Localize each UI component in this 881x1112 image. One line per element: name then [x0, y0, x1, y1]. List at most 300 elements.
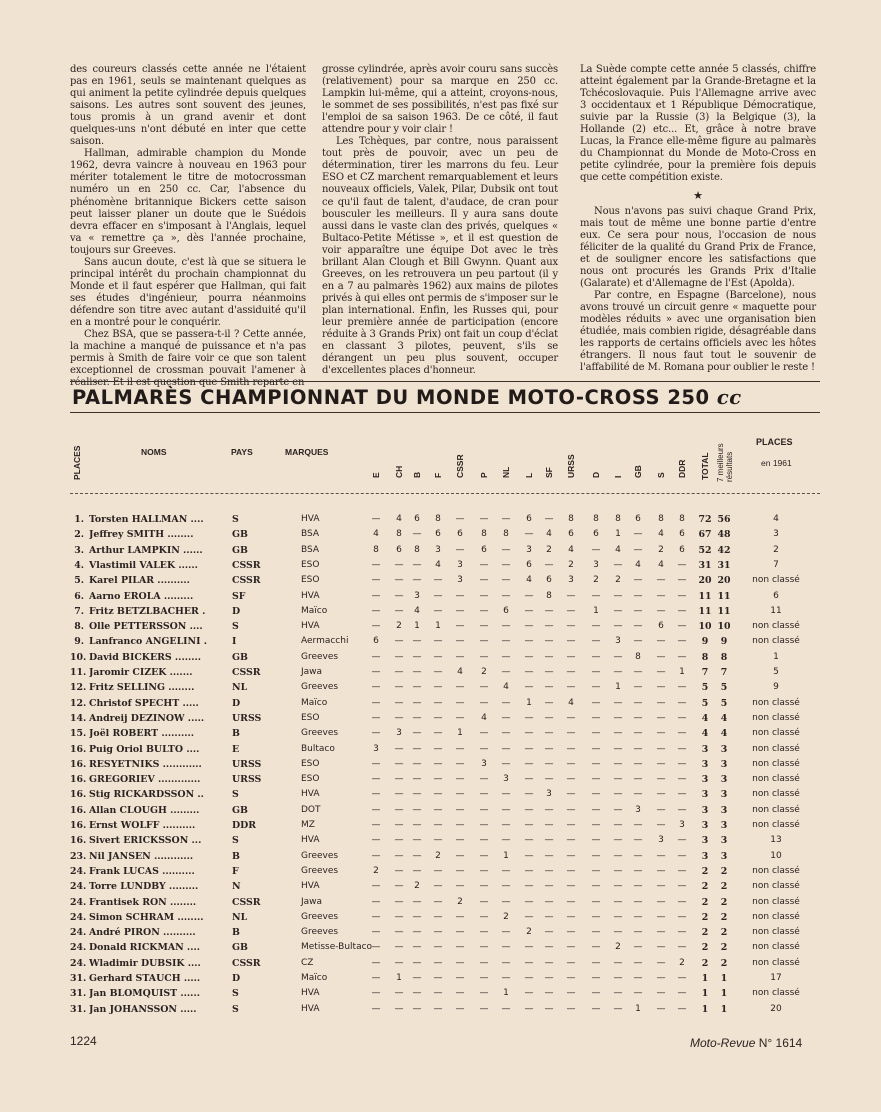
- gp-header: CSSR: [455, 454, 465, 478]
- gp-result-cell: —: [501, 942, 511, 953]
- gp-result-cell: —: [455, 774, 465, 785]
- gp-result-cell: —: [501, 636, 511, 647]
- gp-result-cell: —: [394, 789, 404, 800]
- gp-result-cell: —: [501, 514, 511, 524]
- gp-result-cell: —: [677, 712, 687, 723]
- article-paragraph: Sans aucun doute, c'est là que se situera le principal intérêt du prochain championnat du Monde et il faut espérer que Hallman, qui fait ses études d'ingénieur, pourra néanmoins défendre son titre avec autant d'assiduité qu'il en a montré pour le conquérir.: [70, 256, 306, 328]
- gp-result-cell: —: [677, 774, 687, 785]
- make-cell: HVA: [301, 988, 320, 999]
- gp-result-cell: —: [412, 712, 422, 723]
- rider-name-cell: David BICKERS ........: [89, 651, 202, 663]
- country-cell: D: [232, 697, 241, 709]
- gp-result-cell: —: [455, 682, 465, 693]
- gp-result-cell: —: [524, 636, 534, 647]
- rider-name-cell: Karel PILAR ..........: [89, 575, 190, 587]
- country-cell: B: [232, 728, 240, 740]
- gp-result-cell: —: [501, 927, 511, 938]
- gp-result-cell: 2: [396, 621, 402, 632]
- gp-result-cell: —: [544, 758, 554, 769]
- gp-result-cell: —: [656, 911, 666, 922]
- gp-result-cell: 4: [546, 529, 552, 540]
- gp-result-cell: 3: [679, 820, 685, 830]
- gp-result-cell: —: [656, 850, 666, 861]
- gp-result-cell: —: [394, 575, 404, 586]
- gp-result-cell: —: [633, 621, 643, 632]
- gp-result-cell: —: [633, 973, 643, 983]
- rider-name-cell: Puig Oriol BULTO ....: [89, 743, 200, 755]
- country-cell: CSSR: [232, 575, 261, 587]
- gp-result-cell: —: [544, 942, 554, 953]
- gp-result-cell: —: [677, 804, 687, 815]
- gp-header: I: [613, 475, 623, 478]
- best-results-cell: 48: [717, 529, 731, 541]
- gp-result-cell: —: [613, 820, 623, 830]
- gp-result-cell: —: [412, 942, 422, 953]
- table-row: [0, 866, 881, 881]
- gp-result-cell: —: [412, 667, 422, 677]
- gp-result-cell: —: [394, 942, 404, 953]
- gp-result-cell: —: [455, 758, 465, 769]
- rank-cell: 6.: [74, 590, 84, 602]
- rank-cell: 15.: [70, 728, 87, 740]
- table-row: [0, 713, 881, 728]
- gp-result-cell: —: [433, 667, 443, 677]
- total-cell: 5: [701, 682, 709, 694]
- best-results-cell: 4: [720, 728, 728, 740]
- gp-result-cell: —: [524, 896, 534, 907]
- place-1961-cell: 1: [773, 651, 779, 662]
- gp-result-cell: —: [412, 559, 422, 570]
- gp-result-cell: 1: [615, 529, 621, 540]
- gp-result-cell: —: [394, 1003, 404, 1014]
- gp-result-cell: 1: [503, 850, 509, 861]
- gp-result-cell: —: [433, 865, 443, 876]
- table-row: [0, 820, 881, 835]
- gp-result-cell: —: [371, 820, 381, 830]
- rank-cell: 1.: [74, 514, 84, 525]
- country-cell: B: [232, 927, 240, 939]
- gp-result-cell: —: [433, 590, 443, 601]
- gp-result-cell: 4: [373, 529, 379, 540]
- gp-result-cell: —: [479, 621, 489, 632]
- rank-cell: 16.: [70, 758, 87, 770]
- rank-cell: 24.: [70, 957, 87, 969]
- gp-result-cell: —: [544, 621, 554, 632]
- gp-result-cell: —: [371, 514, 381, 524]
- gp-result-cell: —: [394, 605, 404, 616]
- make-cell: Jawa: [301, 896, 323, 907]
- gp-result-cell: —: [677, 881, 687, 892]
- gp-result-cell: —: [371, 667, 381, 677]
- gp-result-cell: —: [371, 697, 381, 708]
- gp-result-cell: —: [433, 1003, 443, 1014]
- rank-cell: 14.: [70, 712, 87, 724]
- gp-result-cell: —: [613, 1003, 623, 1014]
- make-cell: HVA: [301, 881, 320, 892]
- country-cell: S: [232, 621, 239, 633]
- article-column-2: [322, 64, 558, 377]
- gp-result-cell: —: [412, 973, 422, 983]
- gp-result-cell: —: [412, 682, 422, 693]
- gp-result-cell: —: [455, 957, 465, 968]
- gp-result-cell: —: [677, 896, 687, 907]
- rank-cell: 24.: [70, 942, 87, 954]
- gp-result-cell: —: [455, 881, 465, 892]
- gp-result-cell: —: [656, 988, 666, 999]
- gp-result-cell: —: [455, 804, 465, 815]
- gp-result-cell: —: [433, 911, 443, 922]
- make-cell: ESO: [301, 758, 320, 769]
- gp-result-cell: 8: [481, 529, 487, 540]
- gp-result-cell: —: [544, 988, 554, 999]
- gp-result-cell: —: [677, 743, 687, 754]
- rank-cell: 12.: [70, 697, 87, 709]
- best-results-cell: 3: [720, 850, 728, 862]
- gp-result-cell: —: [412, 758, 422, 769]
- rider-name-cell: Jeffrey SMITH ........: [89, 529, 194, 541]
- gp-result-cell: —: [412, 850, 422, 861]
- gp-result-cell: —: [524, 590, 534, 601]
- gp-result-cell: —: [412, 636, 422, 647]
- gp-result-cell: —: [479, 590, 489, 601]
- gp-result-cell: —: [566, 605, 576, 616]
- rank-cell: 3.: [74, 544, 84, 556]
- gp-result-cell: —: [633, 865, 643, 876]
- best-results-cell: 2: [720, 957, 728, 969]
- total-cell: 31: [698, 559, 712, 571]
- gp-result-cell: —: [371, 973, 381, 983]
- best-results-cell: 3: [720, 804, 728, 816]
- make-cell: Maïco: [301, 973, 328, 983]
- gp-result-cell: —: [677, 605, 687, 616]
- gp-result-cell: —: [501, 667, 511, 677]
- gp-result-cell: —: [656, 804, 666, 815]
- gp-result-cell: —: [656, 881, 666, 892]
- rank-cell: 24.: [70, 911, 87, 923]
- gp-result-cell: —: [656, 697, 666, 708]
- gp-result-cell: —: [479, 957, 489, 968]
- gp-result-cell: —: [591, 1003, 601, 1014]
- gp-result-cell: —: [394, 927, 404, 938]
- make-cell: Greeves: [301, 865, 339, 876]
- country-cell: URSS: [232, 774, 262, 786]
- rider-name-cell: GREGORIEV .............: [89, 774, 201, 786]
- gp-result-cell: —: [455, 743, 465, 754]
- place-1961-cell: 10: [770, 850, 782, 861]
- gp-result-cell: —: [591, 850, 601, 861]
- gp-result-cell: —: [371, 942, 381, 953]
- gp-result-cell: —: [524, 988, 534, 999]
- gp-result-cell: —: [412, 957, 422, 968]
- gp-result-cell: 8: [658, 514, 664, 524]
- rider-name-cell: Wladimir DUBSIK ....: [89, 957, 201, 969]
- header-noms: NOMS: [141, 447, 167, 457]
- gp-result-cell: —: [394, 988, 404, 999]
- gp-result-cell: —: [501, 789, 511, 800]
- gp-result-cell: —: [501, 957, 511, 968]
- gp-result-cell: —: [677, 636, 687, 647]
- gp-result-cell: —: [501, 835, 511, 846]
- table-row: [0, 682, 881, 697]
- gp-result-cell: —: [524, 605, 534, 616]
- country-cell: N: [232, 881, 241, 893]
- make-cell: BSA: [301, 529, 320, 540]
- place-1961-cell: 7: [773, 559, 779, 570]
- gp-result-cell: —: [544, 697, 554, 708]
- gp-result-cell: —: [591, 804, 601, 815]
- gp-result-cell: —: [394, 820, 404, 830]
- gp-result-cell: —: [479, 850, 489, 861]
- make-cell: HVA: [301, 514, 320, 524]
- total-cell: 3: [701, 850, 709, 862]
- gp-result-cell: —: [412, 743, 422, 754]
- gp-result-cell: —: [566, 1003, 576, 1014]
- gp-result-cell: 4: [526, 575, 532, 586]
- gp-result-cell: —: [479, 835, 489, 846]
- gp-result-cell: —: [524, 1003, 534, 1014]
- gp-result-cell: —: [371, 605, 381, 616]
- gp-result-cell: 2: [503, 911, 509, 922]
- country-cell: B: [232, 850, 240, 862]
- page-number: 1224: [70, 1034, 97, 1048]
- table-row: [0, 958, 881, 973]
- issue-number: N° 1614: [758, 1036, 803, 1050]
- table-row: [0, 942, 881, 957]
- gp-result-cell: —: [371, 682, 381, 693]
- gp-result-cell: —: [524, 651, 534, 662]
- gp-result-cell: —: [412, 697, 422, 708]
- gp-result-cell: —: [371, 911, 381, 922]
- gp-result-cell: —: [455, 636, 465, 647]
- best-results-cell: 2: [720, 942, 728, 954]
- gp-result-cell: —: [591, 927, 601, 938]
- gp-result-cell: —: [633, 728, 643, 739]
- rider-name-cell: Vlastimil VALEK ......: [89, 559, 198, 571]
- rider-name-cell: André PIRON ..........: [89, 927, 196, 939]
- gp-result-cell: —: [371, 774, 381, 785]
- gp-result-cell: —: [479, 651, 489, 662]
- gp-result-cell: —: [394, 865, 404, 876]
- gp-result-cell: —: [394, 957, 404, 968]
- make-cell: Bultaco: [301, 743, 335, 754]
- make-cell: ESO: [301, 559, 320, 570]
- gp-result-cell: —: [524, 942, 534, 953]
- table-row: [0, 621, 881, 636]
- rider-name-cell: Torsten HALLMAN ....: [89, 514, 204, 525]
- place-1961-cell: non classé: [752, 758, 800, 769]
- gp-header: S: [656, 472, 666, 478]
- gp-result-cell: —: [371, 575, 381, 586]
- gp-result-cell: —: [656, 1003, 666, 1014]
- gp-result-cell: —: [566, 804, 576, 815]
- gp-result-cell: —: [544, 927, 554, 938]
- rank-cell: 16.: [70, 804, 87, 816]
- best-results-cell: 4: [720, 712, 728, 724]
- gp-result-cell: —: [633, 957, 643, 968]
- gp-result-cell: —: [591, 973, 601, 983]
- place-1961-cell: non classé: [752, 865, 800, 876]
- gp-result-cell: —: [544, 667, 554, 677]
- gp-result-cell: —: [566, 728, 576, 739]
- gp-result-cell: —: [677, 590, 687, 601]
- gp-result-cell: —: [501, 712, 511, 723]
- gp-result-cell: 1: [593, 605, 599, 616]
- table-row: [0, 606, 881, 621]
- best-results-cell: 3: [720, 820, 728, 831]
- gp-result-cell: —: [501, 590, 511, 601]
- gp-result-cell: —: [656, 957, 666, 968]
- table-row: [0, 912, 881, 927]
- gp-result-cell: —: [656, 636, 666, 647]
- place-1961-cell: non classé: [752, 712, 800, 723]
- gp-result-cell: —: [566, 774, 576, 785]
- gp-header: P: [479, 472, 489, 478]
- table-row: [0, 698, 881, 713]
- make-cell: Greeves: [301, 850, 339, 861]
- gp-result-cell: —: [433, 697, 443, 708]
- gp-result-cell: —: [479, 774, 489, 785]
- gp-result-cell: 6: [679, 529, 685, 540]
- gp-result-cell: —: [524, 957, 534, 968]
- gp-result-cell: —: [412, 988, 422, 999]
- rank-cell: 5.: [74, 575, 84, 587]
- gp-result-cell: —: [633, 942, 643, 953]
- gp-result-cell: —: [479, 682, 489, 693]
- headline-text: PALMARÈS CHAMPIONNAT DU MONDE MOTO-CROSS 250: [72, 386, 710, 409]
- total-cell: 3: [701, 804, 709, 816]
- gp-result-cell: —: [591, 590, 601, 601]
- gp-result-cell: —: [633, 911, 643, 922]
- gp-result-cell: —: [501, 973, 511, 983]
- place-1961-cell: non classé: [752, 896, 800, 907]
- gp-result-cell: —: [479, 942, 489, 953]
- gp-result-cell: —: [566, 758, 576, 769]
- gp-result-cell: —: [479, 743, 489, 754]
- article-column-3: [580, 64, 816, 374]
- gp-result-cell: 8: [615, 514, 621, 524]
- gp-result-cell: 6: [526, 514, 532, 524]
- gp-result-cell: —: [544, 682, 554, 693]
- gp-result-cell: —: [455, 605, 465, 616]
- gp-result-cell: 2: [615, 942, 621, 953]
- gp-result-cell: 3: [481, 758, 487, 769]
- country-cell: SF: [232, 590, 246, 602]
- gp-result-cell: —: [566, 896, 576, 907]
- gp-result-cell: —: [544, 774, 554, 785]
- gp-result-cell: —: [433, 927, 443, 938]
- gp-result-cell: —: [677, 682, 687, 693]
- gp-result-cell: 2: [526, 927, 532, 938]
- gp-result-cell: 6: [457, 529, 463, 540]
- gp-result-cell: 3: [435, 544, 441, 555]
- gp-result-cell: —: [677, 697, 687, 708]
- make-cell: Greeves: [301, 911, 339, 922]
- rider-name-cell: Jan BLOMQUIST ......: [89, 988, 200, 1000]
- rider-name-cell: Gerhard STAUCH .....: [89, 973, 201, 984]
- table-row: [0, 667, 881, 682]
- gp-result-cell: —: [433, 575, 443, 586]
- total-cell: 4: [701, 728, 709, 740]
- gp-result-cell: —: [566, 667, 576, 677]
- separator-star-icon: ★: [693, 189, 703, 203]
- gp-result-cell: —: [455, 835, 465, 846]
- gp-result-cell: 1: [396, 973, 402, 983]
- gp-result-cell: 3: [503, 774, 509, 785]
- country-cell: S: [232, 1003, 239, 1015]
- gp-result-cell: 3: [457, 575, 463, 586]
- gp-result-cell: —: [566, 636, 576, 647]
- gp-header: SF: [544, 467, 554, 478]
- magazine-footer: [690, 1036, 802, 1050]
- gp-result-cell: —: [371, 728, 381, 739]
- gp-result-cell: —: [524, 774, 534, 785]
- gp-result-cell: —: [591, 988, 601, 999]
- gp-result-cell: —: [479, 820, 489, 830]
- gp-result-cell: —: [412, 789, 422, 800]
- gp-result-cell: —: [566, 651, 576, 662]
- gp-result-cell: —: [633, 850, 643, 861]
- gp-result-cell: 2: [435, 850, 441, 861]
- gp-result-cell: —: [524, 728, 534, 739]
- gp-result-cell: 1: [526, 697, 532, 708]
- gp-result-cell: —: [394, 850, 404, 861]
- gp-result-cell: —: [613, 927, 623, 938]
- rider-name-cell: Olle PETTERSSON ....: [89, 621, 203, 633]
- rank-cell: 4.: [74, 559, 84, 571]
- best-results-cell: 2: [720, 881, 728, 893]
- gp-result-cell: —: [412, 651, 422, 662]
- gp-result-cell: 3: [615, 636, 621, 647]
- rider-name-cell: Jaromir CIZEK .......: [89, 667, 193, 678]
- rank-cell: 24.: [70, 896, 87, 908]
- gp-result-cell: —: [677, 911, 687, 922]
- gp-result-cell: —: [591, 820, 601, 830]
- make-cell: Jawa: [301, 667, 323, 677]
- place-1961-cell: non classé: [752, 636, 800, 647]
- gp-result-cell: 8: [414, 544, 420, 555]
- gp-result-cell: —: [591, 651, 601, 662]
- rider-name-cell: Torre LUNDBY .........: [89, 881, 199, 893]
- gp-result-cell: 4: [503, 682, 509, 693]
- gp-result-cell: —: [412, 896, 422, 907]
- rank-cell: 31.: [70, 1003, 87, 1015]
- gp-result-cell: 8: [635, 651, 641, 662]
- gp-result-cell: 4: [414, 605, 420, 616]
- article-paragraph: Les Tchèques, par contre, nous paraissent tout près de pouvoir, avec un peu de détermination, tirer les marrons du feu. Leur ESO et CZ marchent remarquablement et leurs nouveaux officiels, Valek, Pilar, Dubsik ont tout ce qu'il faut de talent, d'audace, de cran pour bousculer les meilleurs. Il y aura sans doute aussi dans le vaste clan des privés, quelques « Bultaco-Petite Métisse », et il est question de voir apparaître une équipe Dot avec le très brillant Alan Clough et Bill Gwynn. Quant aux Greeves, on les retrouvera un peu partout (il y en a 7 au palmarès 1962) aux mains de pilotes privés à qui elles ont permis de s'imposer sur le plan international. Enfin, les Russes qui, pour leur première année de participation (encore réduite à 3 Grands Prix) ont fait un coup d'éclat en classant 3 pilotes, peuvent, s'ils se dérangent un peu plus souvent, occuper d'excellentes places d'honneur.: [322, 136, 558, 377]
- gp-result-cell: 3: [593, 559, 599, 570]
- gp-result-cell: 6: [679, 544, 685, 555]
- gp-result-cell: —: [501, 1003, 511, 1014]
- rank-cell: 23.: [70, 850, 87, 862]
- gp-result-cell: 1: [414, 621, 420, 632]
- gp-result-cell: —: [371, 621, 381, 632]
- place-1961-cell: 2: [773, 544, 779, 555]
- gp-result-cell: —: [566, 973, 576, 983]
- gp-result-cell: —: [501, 865, 511, 876]
- gp-result-cell: —: [633, 774, 643, 785]
- rider-name-cell: Allan CLOUGH .........: [89, 804, 200, 816]
- total-cell: 2: [701, 911, 709, 923]
- gp-result-cell: —: [656, 712, 666, 723]
- place-1961-cell: non classé: [752, 697, 800, 708]
- gp-result-cell: —: [633, 575, 643, 586]
- table-header-rule: [70, 493, 820, 494]
- gp-result-cell: 2: [568, 559, 574, 570]
- country-cell: URSS: [232, 712, 262, 724]
- gp-result-cell: —: [455, 942, 465, 953]
- country-cell: D: [232, 973, 241, 984]
- gp-result-cell: —: [656, 865, 666, 876]
